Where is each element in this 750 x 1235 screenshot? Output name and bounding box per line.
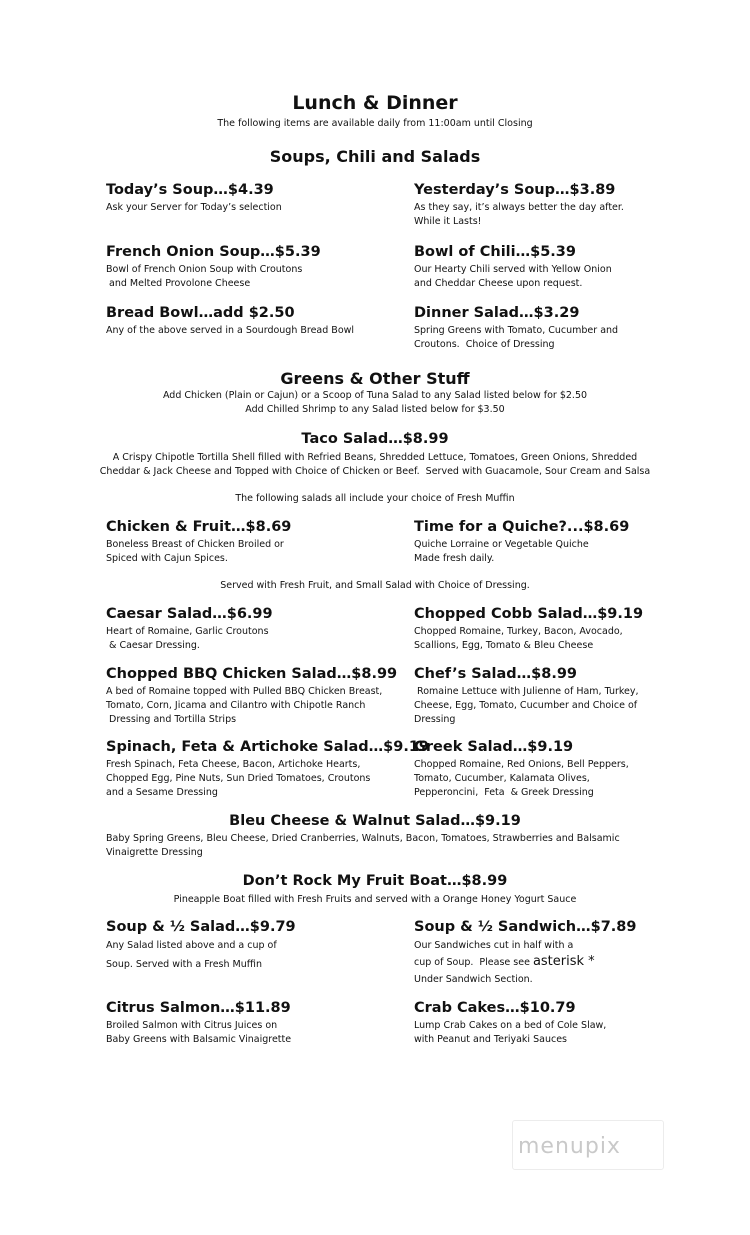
item-desc: A bed of Romaine topped with Pulled BBQ Chicken Breast, Tomato, Corn, Jicama and Cilantro with Chipotle Ranch Dressing and Tortilla Strips <box>106 686 383 725</box>
item-title: Chef’s Salad…$8.99 <box>414 666 578 682</box>
muffin-note: The following salads all include your choice of Fresh Muffin <box>235 493 515 504</box>
item-title: Bread Bowl…add $2.50 <box>106 305 295 321</box>
item-desc: Lump Crab Cakes on a bed of Cole Slaw, with Peanut and Teriyaki Sauces <box>414 1020 607 1045</box>
page-title: Lunch & Dinner <box>292 92 458 114</box>
item-desc: A Crispy Chipotle Tortilla Shell filled with Refried Beans, Shredded Lettuce, Tomatoes, Green Onions, Shredded <box>112 452 638 463</box>
item-desc: Quiche Lorraine or Vegetable Quiche Made fresh daily. <box>414 539 589 564</box>
item-title: Bleu Cheese & Walnut Salad…$9.19 <box>229 813 521 829</box>
item-desc: Romaine Lettuce with Julienne of Ham, Turkey, Cheese, Egg, Tomato, Cucumber and Choice of Dressing <box>414 686 639 725</box>
item-desc: Soup. Served with a Fresh Muffin <box>106 959 262 970</box>
item-desc: Spring Greens with Tomato, Cucumber and Croutons. Choice of Dressing <box>414 325 619 350</box>
item-desc: Under Sandwich Section. <box>414 974 533 985</box>
item-title: Citrus Salmon…$11.89 <box>106 1000 291 1016</box>
item-desc: Bowl of French Onion Soup with Croutons and Melted Provolone Cheese <box>106 264 303 289</box>
item-desc: Chopped Romaine, Red Onions, Bell Peppers, Tomato, Cucumber, Kalamata Olives, Pepperoncini, Feta & Greek Dressing <box>414 759 629 798</box>
add-shrimp-note: Add Chilled Shrimp to any Salad listed below for $3.50 <box>245 404 505 415</box>
soups-heading: Soups, Chili and Salads <box>269 147 481 166</box>
item-title: Crab Cakes…$10.79 <box>414 1000 576 1016</box>
item-desc: Our Sandwiches cut in half with a <box>414 940 574 951</box>
item-title: Dinner Salad…$3.29 <box>414 305 580 321</box>
item-desc: Chopped Romaine, Turkey, Bacon, Avocado, Scallions, Egg, Tomato & Bleu Cheese <box>414 626 623 651</box>
menupix-watermark: menupix <box>512 1120 662 1170</box>
item-desc: Ask your Server for Today’s selection <box>106 202 282 213</box>
item-desc: Our Hearty Chili served with Yellow Onion and Cheddar Cheese upon request. <box>414 264 612 289</box>
item-desc: Baby Spring Greens, Bleu Cheese, Dried Cranberries, Walnuts, Bacon, Tomatoes, Strawberries and Balsamic Vinaigrette Dressing <box>106 833 620 858</box>
item-title: Chopped BBQ Chicken Salad…$8.99 <box>106 666 398 682</box>
item-desc: Any Salad listed above and a cup of <box>106 940 277 951</box>
hours-note: The following items are available daily from 11:00am until Closing <box>217 118 533 129</box>
item-desc: cup of Soup. Please see asterisk * <box>414 954 595 969</box>
greens-heading: Greens & Other Stuff <box>280 369 470 388</box>
item-desc: Fresh Spinach, Feta Cheese, Bacon, Artichoke Hearts, Chopped Egg, Pine Nuts, Sun Dried Tomatoes, Croutons and a Sesame Dressing <box>106 759 371 798</box>
item-desc: Any of the above served in a Sourdough Bread Bowl <box>106 325 355 336</box>
item-title: Spinach, Feta & Artichoke Salad…$9.19 <box>106 739 430 755</box>
item-title: Chopped Cobb Salad…$9.19 <box>414 606 644 622</box>
item-title: Greek Salad…$9.19 <box>414 739 574 755</box>
item-desc: Broiled Salmon with Citrus Juices on Baby Greens with Balsamic Vinaigrette <box>106 1020 292 1045</box>
item-title: Bowl of Chili…$5.39 <box>414 244 576 260</box>
item-desc: As they say, it’s always better the day after. While it Lasts! <box>414 202 624 227</box>
item-desc: Cheddar & Jack Cheese and Topped with Choice of Chicken or Beef. Served with Guacamole, Sour Cream and Salsa <box>99 466 651 477</box>
item-title: French Onion Soup…$5.39 <box>106 244 321 260</box>
item-title: Today’s Soup…$4.39 <box>106 182 274 198</box>
item-title: Taco Salad…$8.99 <box>301 431 449 447</box>
add-chicken-note: Add Chicken (Plain or Cajun) or a Scoop of Tuna Salad to any Salad listed below for $2.50 <box>162 390 588 401</box>
item-desc: Pineapple Boat filled with Fresh Fruits and served with a Orange Honey Yogurt Sauce <box>173 894 577 905</box>
item-desc: Heart of Romaine, Garlic Croutons & Caesar Dressing. <box>106 626 269 651</box>
item-title: Time for a Quiche?...$8.69 <box>414 519 630 535</box>
served-note: Served with Fresh Fruit, and Small Salad with Choice of Dressing. <box>220 580 530 591</box>
item-title: Chicken & Fruit…$8.69 <box>106 519 292 535</box>
item-title: Don’t Rock My Fruit Boat…$8.99 <box>242 873 508 889</box>
item-title: Soup & ½ Sandwich…$7.89 <box>414 919 637 935</box>
item-title: Soup & ½ Salad…$9.79 <box>106 919 296 935</box>
item-title: Caesar Salad…$6.99 <box>106 606 273 622</box>
item-title: Yesterday’s Soup…$3.89 <box>414 182 616 198</box>
item-desc: Boneless Breast of Chicken Broiled or Spiced with Cajun Spices. <box>106 539 284 564</box>
